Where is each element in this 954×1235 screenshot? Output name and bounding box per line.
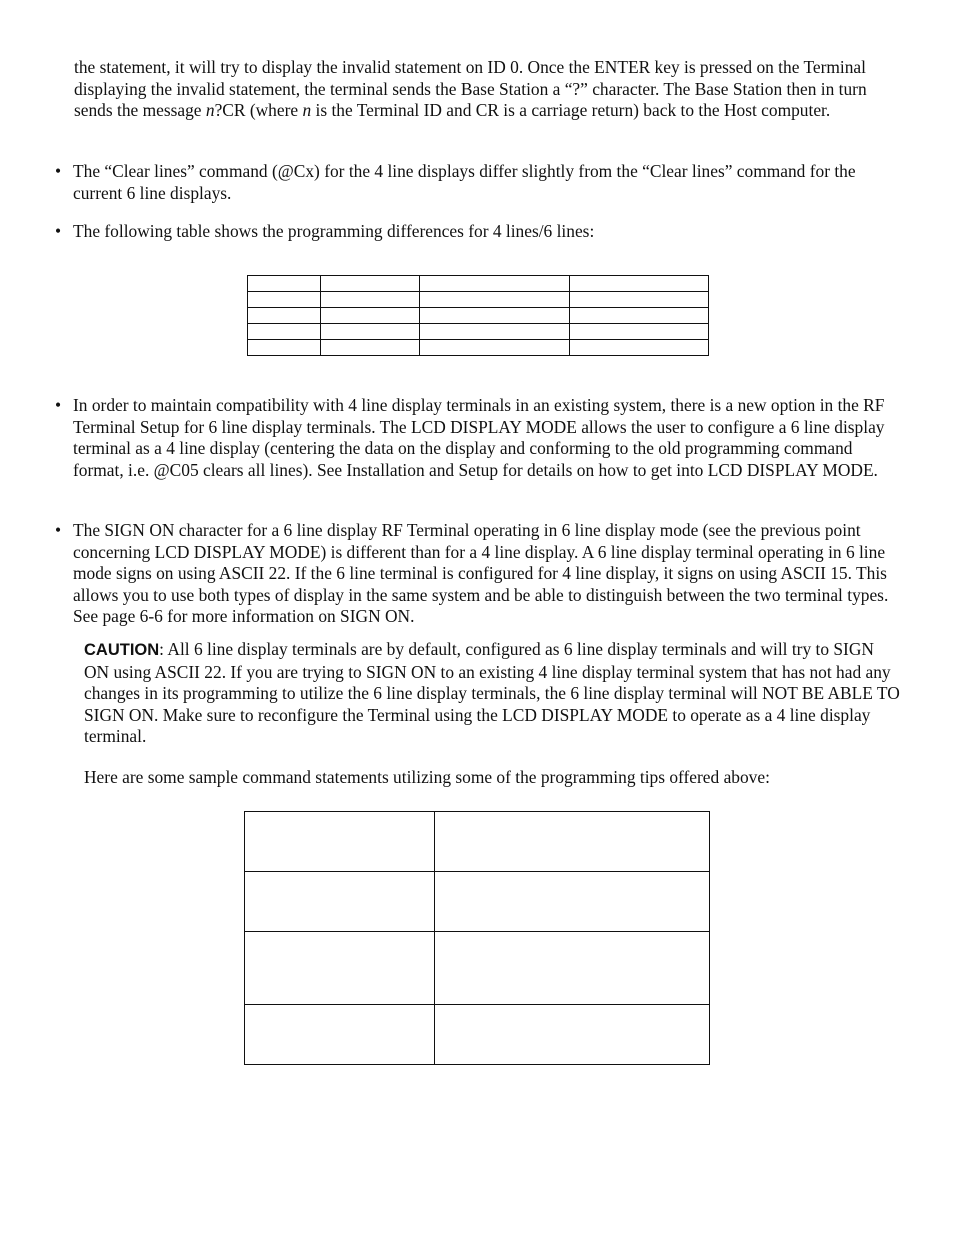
table-cell <box>248 340 321 356</box>
table-row <box>248 308 709 324</box>
bullet-table-intro: The following table shows the programming differences for 4 lines/6 lines: <box>73 221 595 241</box>
bullet-marker: • <box>55 520 62 540</box>
table-row <box>245 812 710 872</box>
bullet-sign-on: The SIGN ON character for a 6 line display RF Terminal operating in 6 line display mode (see the previous point concerning LCD DISPLAY MODE) is different than for a 4 line display. A 6 line display terminal operating in 6 line mode signs on using ASCII 22. If the 6 line terminal is configured for 4 line display, it signs on using ASCII 15. This allows you to use both types of display in the same system and be able to distinguish between the two terminal types. See page 6-6 for more information on SIGN ON. <box>73 520 889 627</box>
table-row <box>248 276 709 292</box>
table-cell <box>435 932 710 1005</box>
table-cell <box>570 292 709 308</box>
bullet-clear-lines: The “Clear lines” command (@Cx) for the 4 line displays differ slightly from the “Clear lines” command for the current 6 line displays. <box>73 161 856 203</box>
table-cell <box>245 1005 435 1065</box>
table-cell <box>321 276 420 292</box>
table-row <box>245 932 710 1005</box>
bullet-marker: • <box>55 221 62 241</box>
intro-paragraph <box>74 57 904 122</box>
table-cell <box>245 932 435 1005</box>
table-cell <box>570 324 709 340</box>
bullet-marker: • <box>55 395 62 415</box>
bullet-marker: • <box>55 161 62 181</box>
caution-paragraph <box>84 639 902 748</box>
table-row <box>245 872 710 932</box>
table-cell <box>570 308 709 324</box>
table-row <box>245 1005 710 1065</box>
table-cell <box>248 276 321 292</box>
caution-label: CAUTION <box>84 641 160 659</box>
table-cell <box>435 1005 710 1065</box>
intro-text-middle: ?CR (where <box>214 100 303 121</box>
table-cell <box>570 276 709 292</box>
table-cell <box>420 340 570 356</box>
samples-intro: Here are some sample command statements utilizing some of the programming tips offered above: <box>84 767 770 787</box>
programming-differences-table <box>247 275 709 356</box>
table-row <box>248 340 709 356</box>
table-cell <box>420 308 570 324</box>
table-cell <box>435 872 710 932</box>
table-cell <box>321 308 420 324</box>
table-row <box>248 292 709 308</box>
table-cell <box>248 308 321 324</box>
table-cell <box>420 292 570 308</box>
terminal-id-variable: n <box>302 100 312 121</box>
table-cell <box>321 324 420 340</box>
table-cell <box>321 292 420 308</box>
intro-text-after: is the Terminal ID and CR is a carriage return) back to the Host computer. <box>311 100 831 121</box>
intro-text-before: the statement, it will try to display the invalid statement on ID 0. Once the ENTER key is pressed on the Terminal displaying the invalid statement, the terminal sends the Base Station a “?” character. The Base Station then in turn sends the message <box>74 57 867 121</box>
table-cell <box>321 340 420 356</box>
bullet-compatibility: In order to maintain compatibility with 4 line display terminals in an existing system, there is a new option in the RF Terminal Setup for 6 line display terminals. The LCD DISPLAY MODE allows the user to configure a 6 line display terminal as a 4 line display (centering the data on the display and conforming to the old programming command format, i.e. @C05 clears all lines). See Installation and Setup for details on how to get into LCD DISPLAY MODE. <box>73 395 885 480</box>
sample-commands-table <box>244 811 710 1065</box>
terminal-id-variable: n <box>205 100 215 121</box>
caution-text: : All 6 line display terminals are by default, configured as 6 line display terminals and will try to SIGN ON using ASCII 22. If you are trying to SIGN ON to an existing 4 line display terminal system that has not had any changes in its programming to utilize the 6 line display terminals, the 6 line display terminal will NOT BE ABLE TO SIGN ON. Make sure to reconfigure the Terminal using the LCD DISPLAY MODE to operate as a 4 line display terminal. <box>84 639 900 747</box>
table-cell <box>435 812 710 872</box>
table-cell <box>245 812 435 872</box>
table-cell <box>245 872 435 932</box>
table-cell <box>248 292 321 308</box>
table-cell <box>248 324 321 340</box>
table-cell <box>420 276 570 292</box>
table-cell <box>420 324 570 340</box>
table-row <box>248 324 709 340</box>
table-cell <box>570 340 709 356</box>
